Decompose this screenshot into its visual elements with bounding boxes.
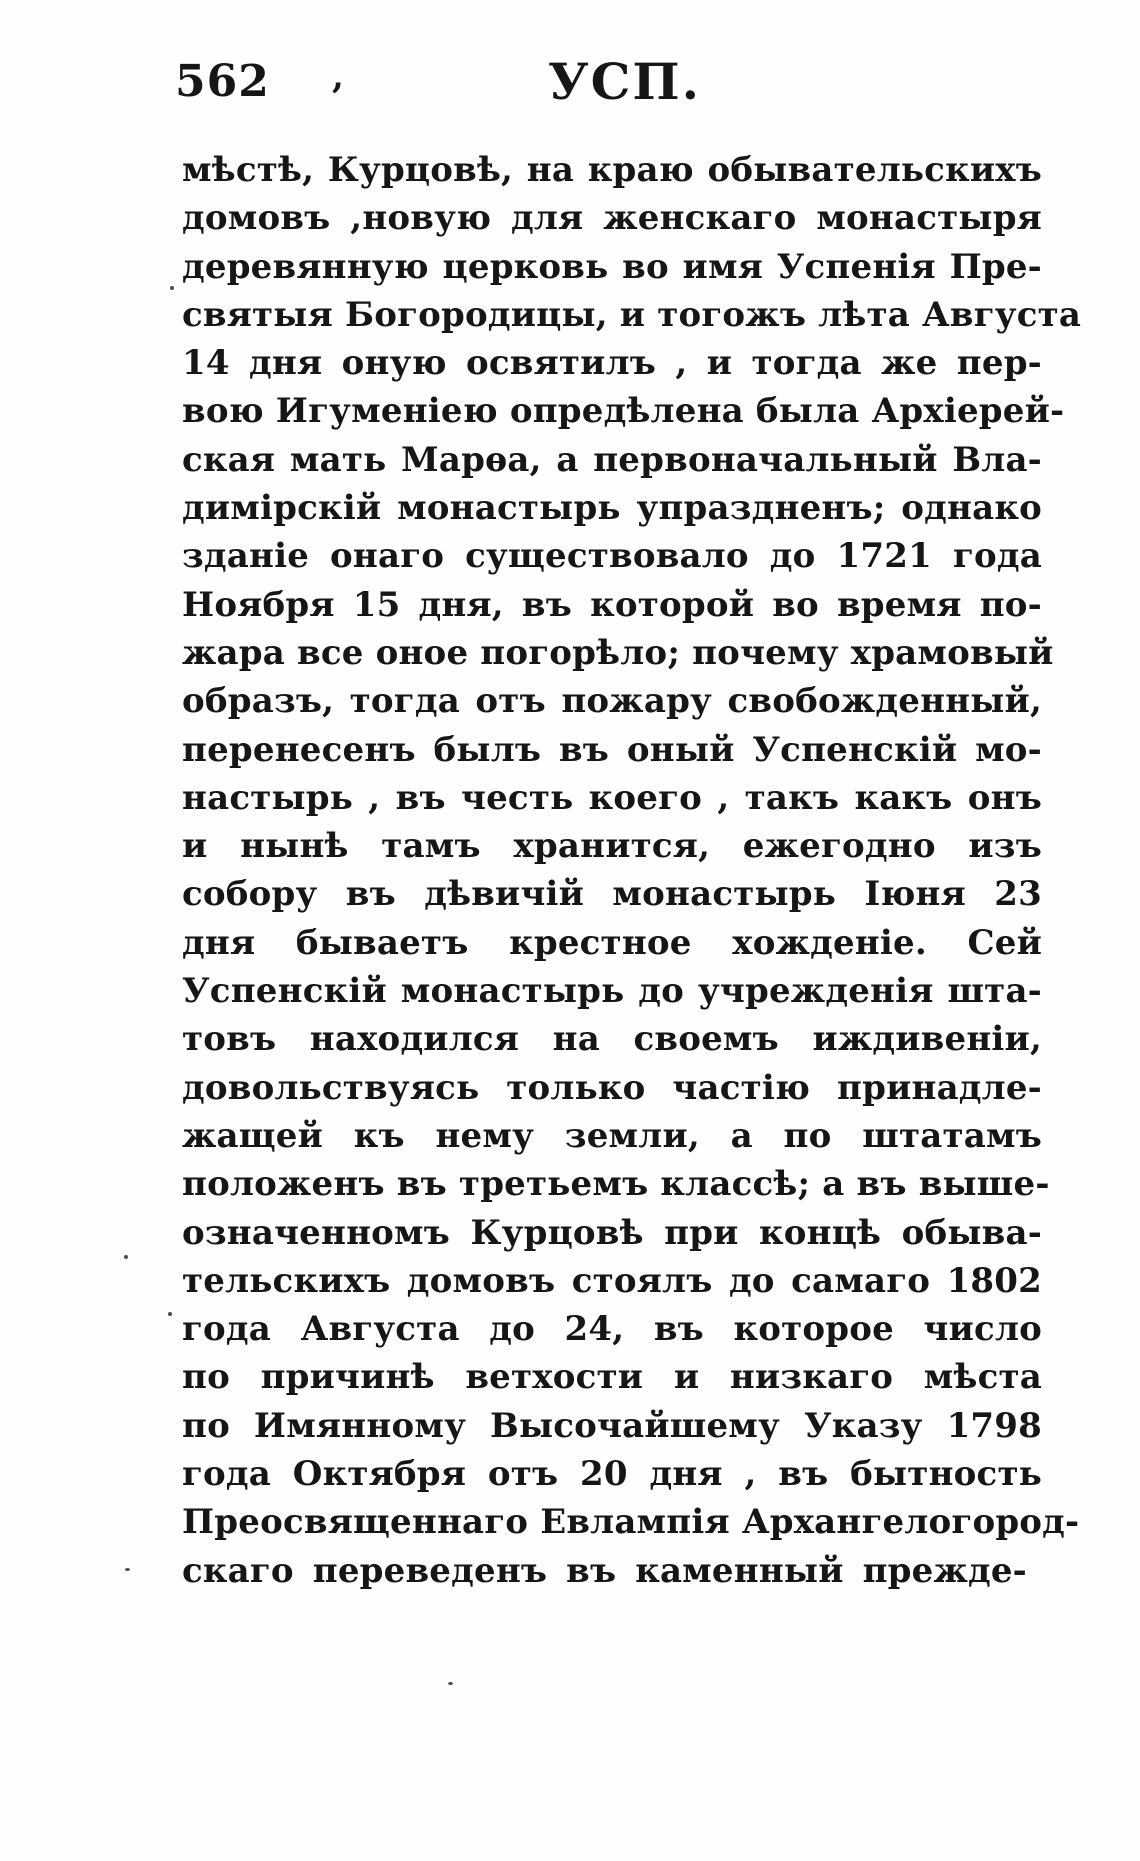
text-line: собору въ дѣвичій монастырь Іюня 23 [182,874,1042,915]
text-line: по причинѣ ветхости и низкаго мѣста [182,1357,1042,1398]
text-line: Ноября 15 дня, въ которой во время по- [182,584,1042,625]
text-line: года Августа до 24, въ которое число [182,1309,1042,1350]
body-text [182,146,1082,1595]
text-line: товъ находился на своемъ иждивеніи, [182,1019,1042,1060]
text-line: зданіе онаго существовало до 1721 года [182,536,1042,577]
text-line: жащей къ нему земли, а по штатамъ [182,1115,1042,1156]
ink-speck [170,286,174,290]
text-line: дня бываетъ крестное хожденіе. Сей [182,922,1042,963]
text-line: домовъ ,новую для женскаго монастыря [182,198,1042,239]
text-line: настырь , въ честь коего , такъ какъ онъ [182,777,1042,818]
page-number: 562 [175,56,270,107]
text-line: скаго переведенъ въ каменный прежде- [182,1550,1027,1591]
ink-speck [448,1682,453,1685]
ink-speck [124,1255,128,1259]
ink-speck [168,1312,172,1316]
text-line: святыя Богородицы, и тогожъ лѣта Августа [182,294,1082,335]
text-line: тельскихъ домовъ стоялъ до самаго 1802 [182,1260,1042,1301]
text-line: вою Игуменіею опредѣлена была Архіерей- [182,391,1065,432]
ink-speck [125,1568,130,1571]
text-line: образъ, тогда отъ пожару свобожденный, [182,681,1042,722]
text-line: Успенскій монастырь до учрежденія шта- [182,971,1042,1012]
text-line: по Имянному Высочайшему Указу 1798 [182,1405,1042,1446]
text-line: димірскій монастырь упразднeнъ; однако [182,488,1042,529]
text-line: перенесенъ былъ въ оный Успенскій мо- [182,729,1042,770]
text-line: означенномъ Курцовѣ при концѣ обыва- [182,1212,1042,1253]
header-mark: , [332,57,344,97]
text-line: Преосвященнаго Евлампія Архангелогород- [182,1502,1080,1543]
running-title: УСП. [548,52,701,111]
text-line: 14 дня оную освятилъ , и тогда же пер- [182,343,1042,384]
text-line: жара все оное погорѣло; почему храмовый [182,632,1054,673]
text-line: деревянную церковь во имя Успенія Пре- [182,246,1042,287]
text-line: и нынѣ тамъ хранится, ежегодно изъ [182,826,1042,867]
running-head [0,52,1140,112]
text-line: положенъ въ третьемъ классѣ; а въ выше- [182,1164,1050,1205]
text-line: ская мать Марѳа, а первоначальный Вла- [182,439,1042,480]
text-line: мѣстѣ, Курцовѣ, на краю обывательскихъ [182,150,1042,190]
text-line: довольствуясь только частію принадле- [182,1067,1042,1108]
text-line: года Октября отъ 20 дня , въ бытность [182,1454,1042,1495]
